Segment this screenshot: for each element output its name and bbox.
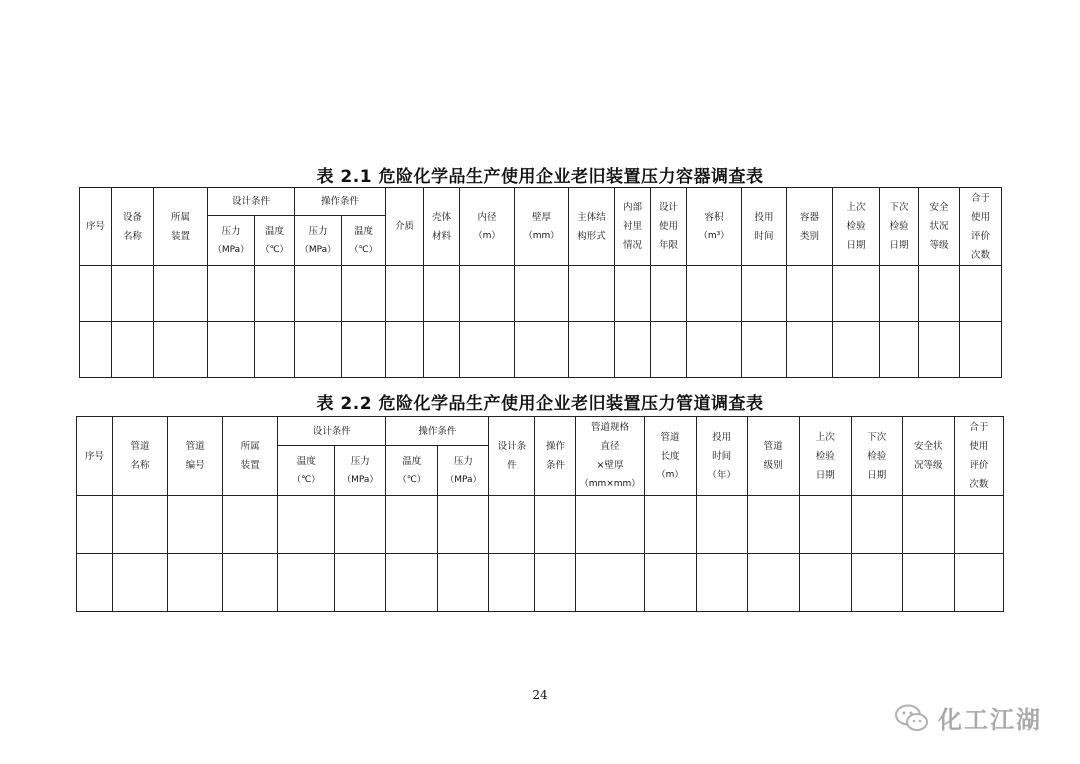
header-pipe-spec: 管道规格 直径 ×壁厚 （mm×mm） — [576, 417, 644, 496]
header-medium: 介质 — [386, 188, 424, 266]
header-design-life: 设计 使用 年限 — [651, 188, 687, 266]
table-row — [77, 496, 1004, 554]
header-next-inspection: 下次 检验 日期 — [880, 188, 919, 266]
header-safety-level: 安全 状况 等级 — [919, 188, 960, 266]
header-lining: 内部 衬里 情况 — [615, 188, 651, 266]
header-fitness-evaluations: 合于 使用 评价 次数 — [954, 417, 1003, 496]
header-shell-material: 壳体 材料 — [424, 188, 460, 266]
header-pipe-length: 管道 长度 （m） — [644, 417, 696, 496]
header-design-pressure: 压力 （MPa） — [335, 446, 386, 496]
header-last-inspection: 上次 检验 日期 — [833, 188, 880, 266]
header-last-inspection: 上次 检验 日期 — [799, 417, 851, 496]
header-inner-diameter: 内径 （m） — [460, 188, 515, 266]
header-design-condition: 设计条 件 — [489, 417, 535, 496]
header-safety-level: 安全状 况等级 — [902, 417, 954, 496]
watermark — [894, 700, 1042, 735]
header-operating-pressure: 压力 （MPa） — [295, 216, 342, 266]
header-commission-time: 投用 时间 （年） — [696, 417, 747, 496]
header-pipeline-code: 管道 编号 — [168, 417, 223, 496]
pressure-pipeline-table — [76, 416, 1004, 612]
header-unit: 所属 装置 — [223, 417, 278, 496]
table2-title: 表 2.2 危险化学品生产使用企业老旧装置压力管道调查表 — [316, 394, 764, 414]
header-unit: 所属 装置 — [154, 188, 208, 266]
pressure-vessel-table — [79, 187, 1002, 378]
header-next-inspection: 下次 检验 日期 — [851, 417, 902, 496]
table-row — [80, 322, 1002, 378]
header-structure: 主体结 构形式 — [569, 188, 615, 266]
header-operating-condition: 操作 条件 — [535, 417, 576, 496]
header-design-temperature: 温度 （℃） — [255, 216, 295, 266]
header-wall-thickness: 壁厚 （mm） — [515, 188, 569, 266]
header-pipeline-name: 管道 名称 — [113, 417, 168, 496]
header-operating-conditions: 操作条件 — [386, 417, 489, 446]
header-volume: 容积 （m³） — [687, 188, 742, 266]
header-operating-temperature: 温度 （℃） — [342, 216, 386, 266]
watermark-text: 化工江湖 — [938, 706, 1042, 734]
header-pipe-level: 管道 级别 — [747, 417, 799, 496]
header-operating-pressure: 压力 （MPa） — [438, 446, 489, 496]
table-row — [77, 554, 1004, 612]
wechat-icon — [894, 703, 930, 733]
page-number: 24 — [532, 688, 548, 702]
table-row — [80, 266, 1002, 322]
header-seq: 序号 — [77, 417, 113, 496]
table1-title: 表 2.1 危险化学品生产使用企业老旧装置压力容器调查表 — [316, 167, 764, 187]
header-design-temperature: 温度 （℃） — [278, 446, 335, 496]
header-equipment-name: 设备 名称 — [112, 188, 154, 266]
header-operating-temperature: 温度 （℃） — [386, 446, 438, 496]
header-fitness-evaluations: 合于 使用 评价 次数 — [960, 188, 1002, 266]
header-commission-time: 投用 时间 — [742, 188, 787, 266]
header-vessel-category: 容器 类别 — [787, 188, 833, 266]
header-design-pressure: 压力 （MPa） — [208, 216, 255, 266]
header-operating-conditions: 操作条件 — [295, 188, 386, 216]
header-design-conditions: 设计条件 — [278, 417, 386, 446]
header-seq: 序号 — [80, 188, 112, 266]
header-design-conditions: 设计条件 — [208, 188, 295, 216]
